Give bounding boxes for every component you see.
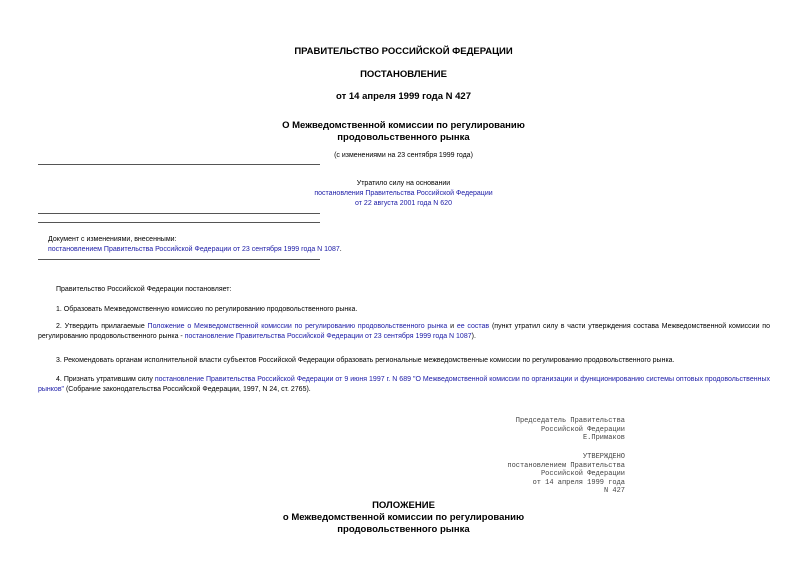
composition-link[interactable]: ее состав	[456, 323, 490, 330]
document-title-line-1: О Межведомственной комиссии по регулированию	[282, 120, 525, 131]
amendment-period: .	[339, 246, 342, 253]
lost-force-label: Утратило силу на основании	[356, 180, 451, 187]
approved-line-5: N 427	[603, 487, 625, 495]
divider	[38, 259, 320, 260]
document-type: ПОСТАНОВЛЕНИЕ	[360, 69, 447, 80]
lost-force-link[interactable]: постановления Правительства Российской Федерации	[314, 190, 493, 197]
regulation-link[interactable]: Положение о Межведомственной комиссии по регулированию продовольственного рынка	[147, 323, 448, 330]
signature-line-2: Российской Федерации	[540, 425, 625, 434]
paragraph-1: 1. Образовать Межведомственную комиссию по регулированию продовольственного рынка.	[56, 306, 358, 313]
approved-line-3: Российской Федерации	[540, 470, 625, 478]
approved-block	[507, 453, 625, 496]
regulation-subtitle-1: о Межведомственной комиссии по регулированию	[282, 512, 525, 523]
approved-line-4: от 14 апреля 1999 года	[532, 478, 625, 487]
regulation-subtitle-2: продовольственного рынка	[337, 524, 470, 535]
paragraph-3: 3. Рекомендовать органам исполнительной власти субъектов Российской Федерации образовать региональные межведомственные комиссии по регулированию продовольственного рынка.	[56, 357, 675, 364]
document-title-line-2: продовольственного рынка	[337, 132, 470, 143]
approved-line-1: УТВЕРЖДЕНО	[582, 453, 625, 461]
lost-force-link-date[interactable]: от 22 августа 2001 года N 620	[355, 200, 452, 207]
paragraph-4: 4. Признать утратившим силу постановление Правительства Российской Федерации от 9 июня 1997 г. N 689 "О Межведомственной комиссии по организации и функционированию системы оптовых продовольственных рынков" (Собрание законодательства Российской Федерации, 1997, N 24, ст. 2765).	[38, 376, 770, 393]
approved-line-2: постановлением Правительства	[507, 461, 625, 470]
document-date-number: от 14 апреля 1999 года N 427	[336, 91, 471, 102]
decree-689-link[interactable]: постановление Правительства Российской Федерации от 9 июня 1997 г. N 689 "О Межведомственной комиссии по организации и функционированию системы оптовых продовольственных рынков"	[38, 376, 770, 393]
intro-text: Правительство Российской Федерации постановляет:	[56, 286, 232, 293]
regulation-title: ПОЛОЖЕНИЕ	[372, 500, 435, 511]
divider	[38, 213, 320, 214]
signature-line-1: Председатель Правительства	[515, 417, 625, 425]
amendment-link[interactable]: постановлением Правительства Российской Федерации от 23 сентября 1999 года N 1087	[48, 246, 340, 253]
signature-block	[516, 417, 625, 443]
divider	[38, 222, 320, 223]
paragraph-2: 2. Утвердить прилагаемые Положение о Межведомственной комиссии по регулированию продовольственного рынка и ее состав (пункт утратил силу в части утверждения состава Межведомственной комиссии по регулированию продовольственного рынка - постановление Правительства Российской Федерации от 23 сентября 1999 года N 1087).	[38, 323, 770, 340]
divider	[38, 164, 320, 165]
amendments-label: Документ с изменениями, внесенными:	[48, 236, 177, 243]
changes-note: (с изменениями на 23 сентября 1999 года)	[334, 152, 473, 159]
decree-1087-link[interactable]: постановление Правительства Российской Федерации от 23 сентября 1999 года N 1087	[184, 333, 472, 340]
signature-line-3: Е.Примаков	[582, 434, 625, 442]
government-heading: ПРАВИТЕЛЬСТВО РОССИЙСКОЙ ФЕДЕРАЦИИ	[294, 46, 513, 57]
